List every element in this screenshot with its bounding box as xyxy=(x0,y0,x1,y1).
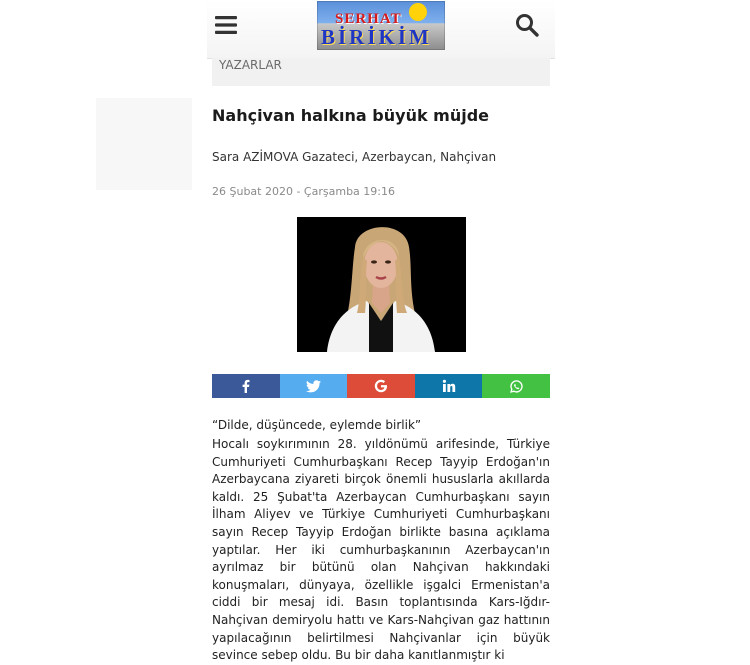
article-title: Nahçivan halkına büyük müjde xyxy=(212,106,490,125)
mobile-page xyxy=(207,0,555,663)
logo-text-top: SERHAT xyxy=(335,11,402,27)
site-header xyxy=(207,0,555,59)
share-bar xyxy=(212,374,550,398)
share-twitter-button[interactable] xyxy=(280,374,348,398)
whatsapp-icon xyxy=(509,379,524,394)
logo-text-bottom: BİRİKİM xyxy=(321,25,432,49)
hamburger-menu-icon[interactable] xyxy=(215,15,237,35)
article-body: Hocalı soykırımının 28. yıldönümü arifesinde, Türkiye Cumhuriyeti Cumhurbaşkanı Recep Tayyip Erdoğan'ın Azerbaycana ziyareti birçok önemli hususlarla akıllarda kaldı. 25 Şubat'ta Azerbaycan Cumhurbaşkanı sayın İlham Aliyev ve Türkiye Cumhuriyeti Cumhurbaşkanı sayın Recep Tayyip Erdoğan birlikte basına açıklama yaptılar. Her iki cumhurbaşkanının Azerbaycan'ın ayrılmaz bir bütünü olan Nahçivan hakkındaki konuşmaları, dünyaya, özellikle işgalci Ermenistan'a ciddi bir mesaj idi. Basın toplantısında Kars-Iğdır-Nahçivan demiryolu hattı ve Kars-Nahçivan gaz hattının yapılacağının belirtilmesi Nahçivanlar için büyük sevince sebep oldu. Bu bir daha kanıtlanmıştır ki xyxy=(212,437,550,663)
linkedin-icon xyxy=(442,379,456,393)
category-label[interactable]: YAZARLAR xyxy=(219,58,282,72)
search-icon[interactable] xyxy=(515,13,539,37)
share-google-button[interactable] xyxy=(347,374,415,398)
share-whatsapp-button[interactable] xyxy=(482,374,550,398)
twitter-icon xyxy=(306,380,321,393)
facebook-icon xyxy=(239,379,253,393)
google-icon xyxy=(374,379,388,393)
article-author: Sara AZİMOVA Gazateci, Azerbaycan, Nahçivan xyxy=(212,150,497,164)
share-linkedin-button[interactable] xyxy=(415,374,483,398)
background-panel xyxy=(96,98,192,190)
category-bar[interactable] xyxy=(212,58,550,86)
site-logo[interactable] xyxy=(317,1,445,50)
article-date: 26 Şubat 2020 - Çarşamba 19:16 xyxy=(212,185,395,198)
author-photo xyxy=(297,217,466,352)
share-facebook-button[interactable] xyxy=(212,374,280,398)
logo-sun-icon xyxy=(409,3,427,21)
article-quote: “Dilde, düşüncede, eylemde birlik” xyxy=(212,418,422,432)
